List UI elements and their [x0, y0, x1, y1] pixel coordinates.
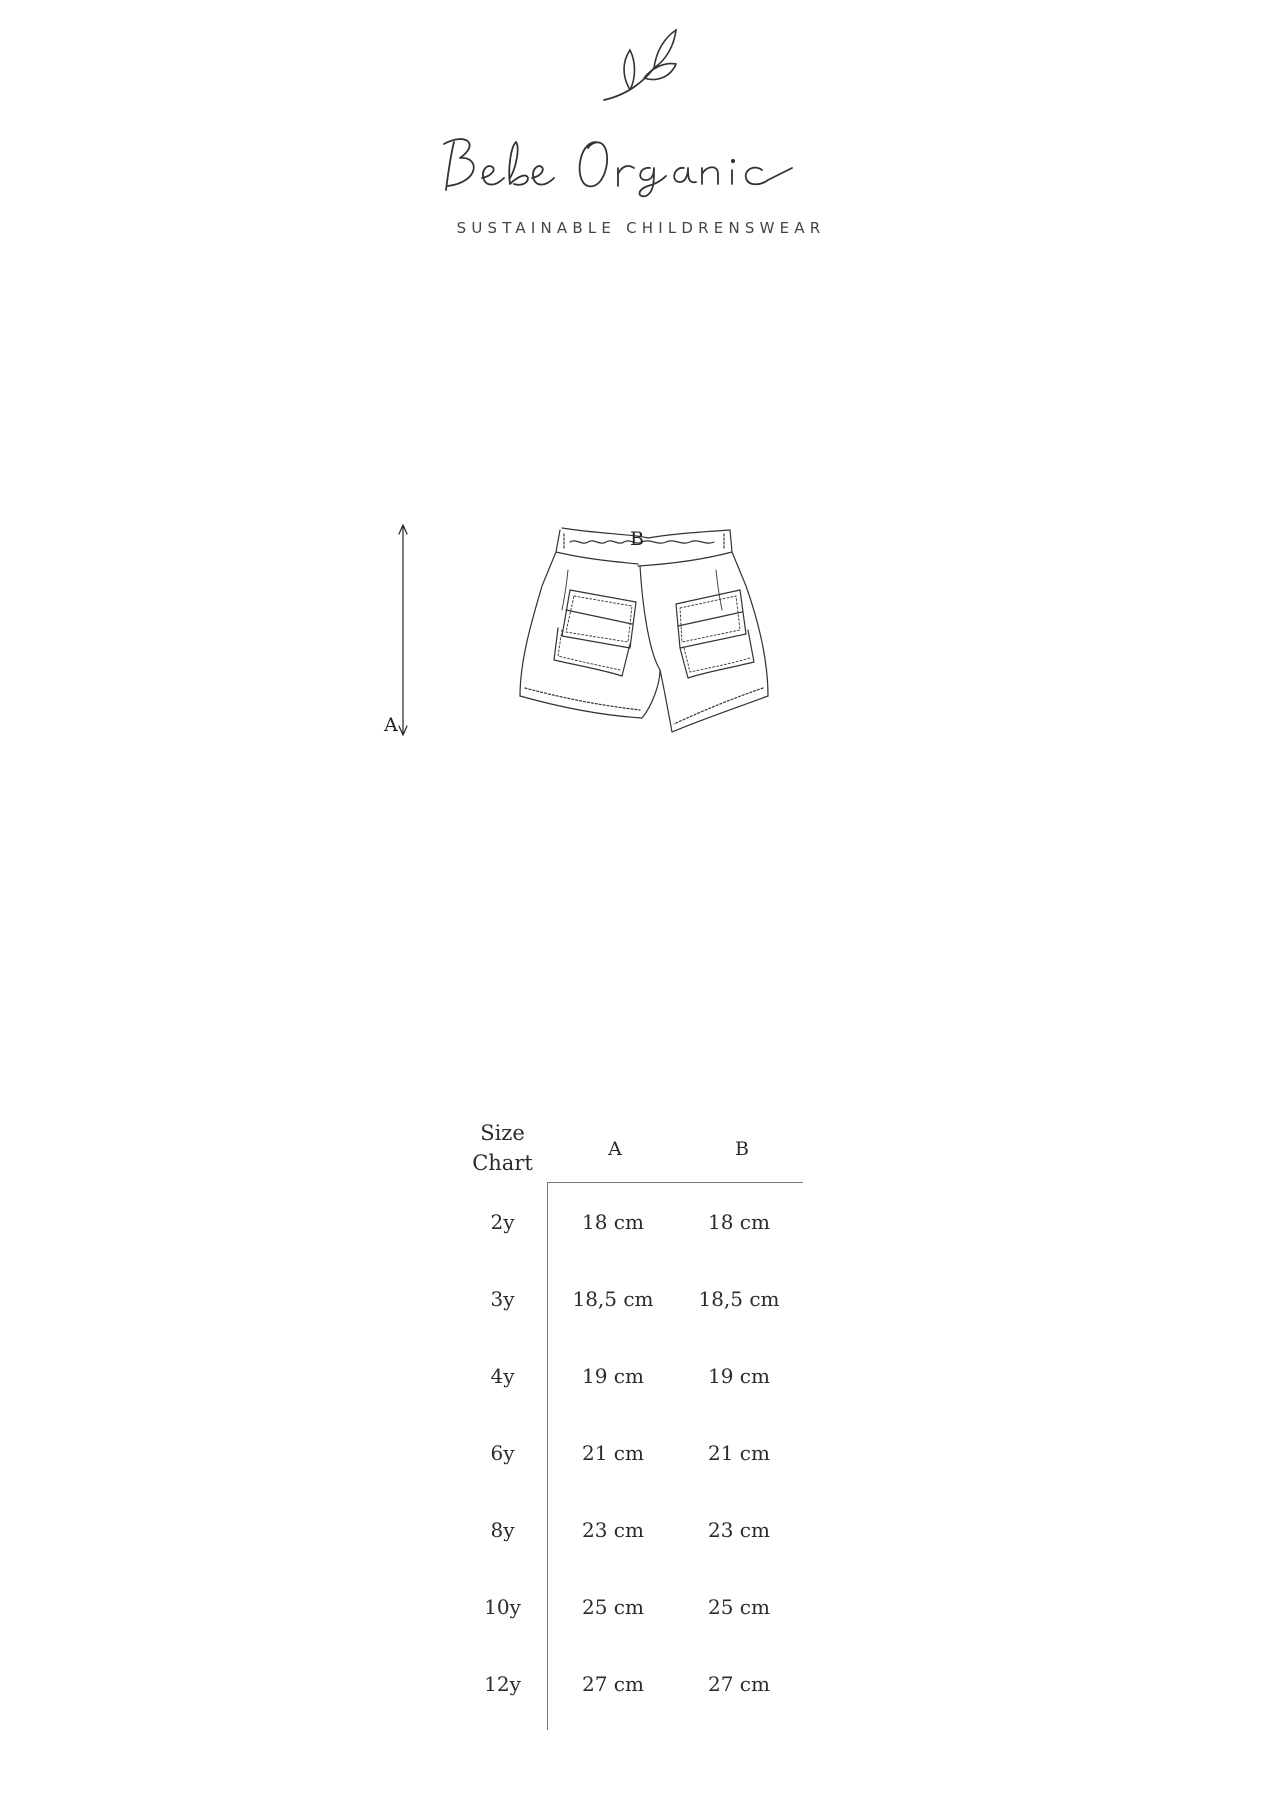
table-row [450, 1364, 810, 1394]
measure-b-cell: 19 cm [708, 1364, 770, 1388]
right-pocket [676, 590, 754, 678]
table-row [450, 1672, 810, 1702]
shorts-waistband [556, 528, 732, 566]
table-row [450, 1518, 810, 1548]
measure-b-cell: 23 cm [708, 1518, 770, 1542]
dimension-arrow-a [399, 525, 407, 735]
table-row [450, 1210, 810, 1240]
shorts-diagram [370, 520, 830, 860]
left-pocket [554, 590, 636, 676]
size-cell: 4y [490, 1364, 515, 1388]
measure-a-cell: 21 cm [582, 1441, 644, 1465]
measure-a-cell: 18 cm [582, 1210, 644, 1234]
measure-b-cell: 27 cm [708, 1672, 770, 1696]
column-header-b: B [735, 1138, 749, 1160]
table-row [450, 1287, 810, 1317]
table-header-rule [547, 1182, 803, 1183]
column-header-a: A [608, 1138, 622, 1160]
size-chart-heading: Size Chart [472, 1121, 533, 1175]
size-cell: 3y [490, 1287, 515, 1311]
leaf-sprig-icon [600, 26, 684, 106]
size-cell: 12y [484, 1672, 521, 1696]
table-row [450, 1595, 810, 1625]
measure-a-cell: 27 cm [582, 1672, 644, 1696]
measure-b-cell: 18 cm [708, 1210, 770, 1234]
measure-a-cell: 25 cm [582, 1595, 644, 1619]
measure-b-cell: 25 cm [708, 1595, 770, 1619]
dimension-label-a: A [384, 714, 398, 736]
brand-tagline: SUSTAINABLE CHILDRENSWEAR [456, 219, 826, 237]
brand-wordmark [436, 128, 836, 200]
measure-a-cell: 19 cm [582, 1364, 644, 1388]
dimension-label-b: B [630, 528, 644, 550]
measure-b-cell: 18,5 cm [698, 1287, 780, 1311]
size-cell: 8y [490, 1518, 515, 1542]
shorts-body [520, 552, 768, 732]
size-cell: 6y [490, 1441, 515, 1465]
size-cell: 10y [484, 1595, 521, 1619]
measure-b-cell: 21 cm [708, 1441, 770, 1465]
measure-a-cell: 18,5 cm [572, 1287, 654, 1311]
size-cell: 2y [490, 1210, 515, 1234]
measure-a-cell: 23 cm [582, 1518, 644, 1542]
table-row [450, 1441, 810, 1471]
